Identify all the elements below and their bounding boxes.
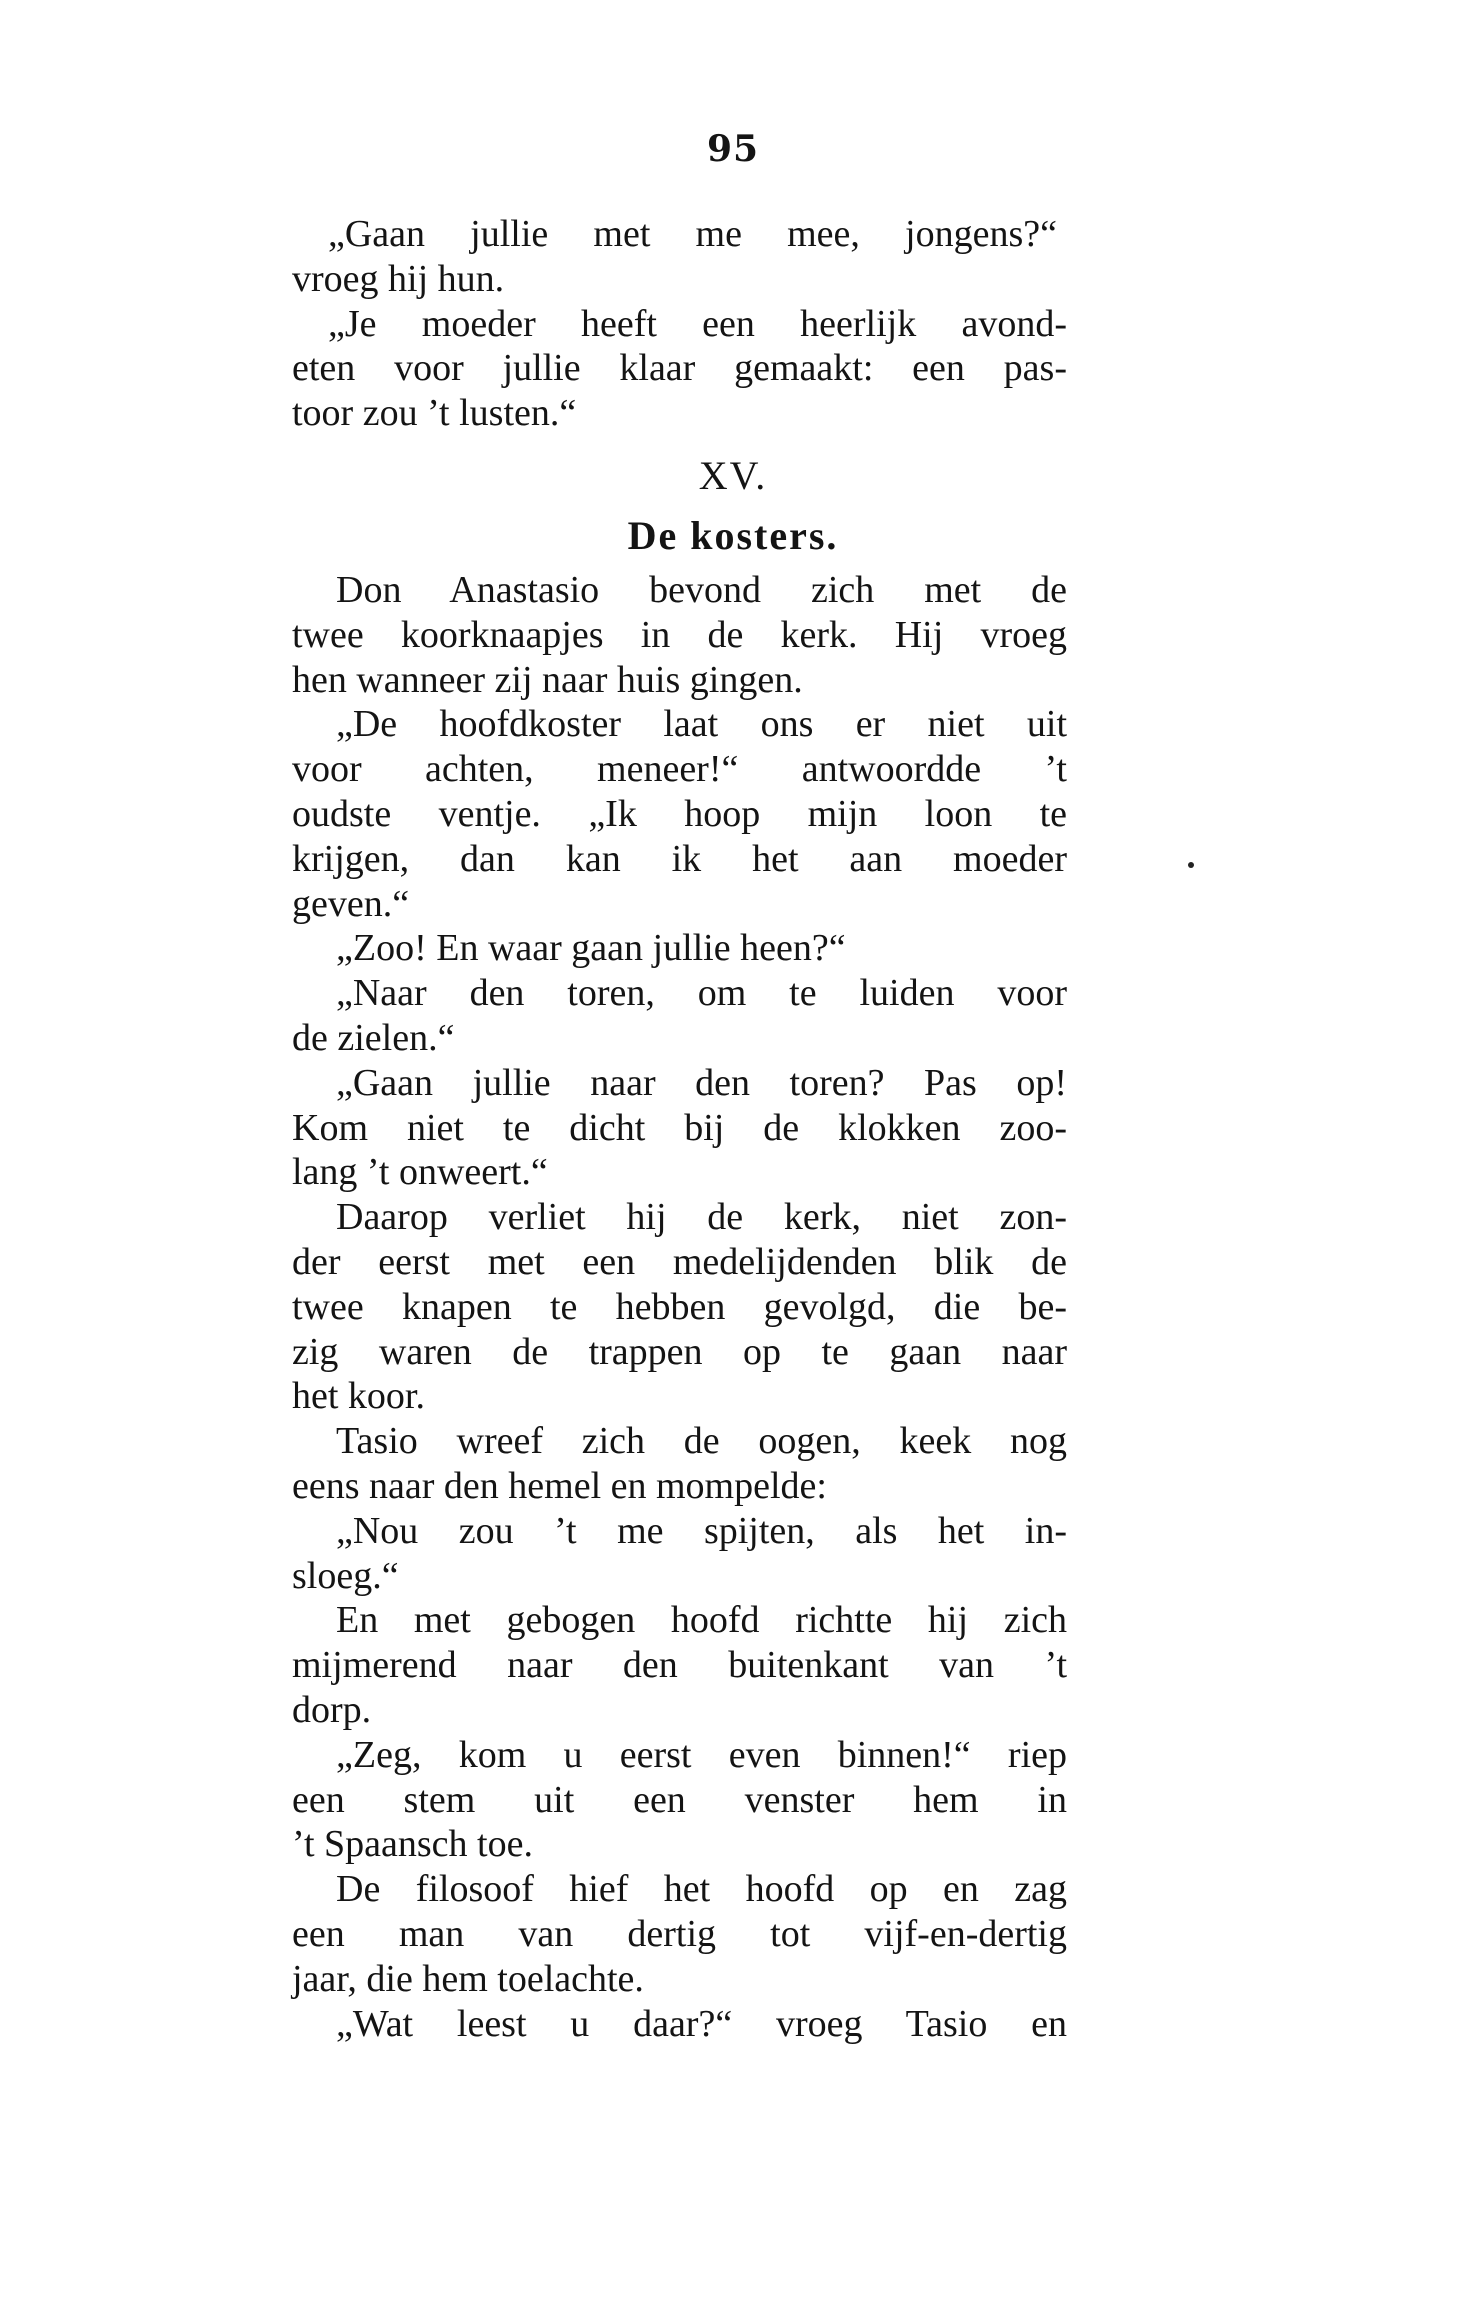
text-line: krijgen, dan kan ik het aan moeder <box>292 837 1067 880</box>
text-line: eens naar den hemel en mompelde: <box>292 1464 827 1507</box>
text-line: oudste ventje. „Ik hoop mijn loon te <box>292 792 1067 835</box>
text-line: „Naar den toren, om te luiden voor <box>336 972 1067 1015</box>
text-line: vroeg hij hun. <box>292 257 505 300</box>
text-line: Tasio wreef zich de oogen, keek nog <box>336 1420 1067 1463</box>
text-line: Kom niet te dicht bij de klokken zoo- <box>292 1106 1067 1149</box>
text-line: sloeg.“ <box>292 1554 399 1597</box>
text-line: het koor. <box>292 1375 425 1418</box>
text-line: Don Anastasio bevond zich met de <box>336 569 1067 611</box>
chapter-body <box>292 568 1067 2046</box>
text-line: „Zoo! En waar gaan jullie heen?“ <box>336 927 846 970</box>
text-line: „Je moeder heeft een heerlijk avond- <box>328 302 1067 345</box>
text-line: eten voor jullie klaar gemaakt: een pas- <box>292 347 1067 390</box>
text-line: hen wanneer zij naar huis gingen. <box>292 658 803 701</box>
text-line: geven.“ <box>292 882 410 925</box>
text-line: twee knapen te hebben gevolgd, die be- <box>292 1285 1067 1328</box>
text-line: een man van dertig tot vijf-en-dertig <box>292 1912 1067 1955</box>
page-number: 95 <box>706 128 760 170</box>
text-line: „Wat leest u daar?“ vroeg Tasio en <box>336 2002 1067 2045</box>
text-line: „Gaan jullie naar den toren? Pas op! <box>336 1061 1067 1104</box>
text-line: „Gaan jullie met me mee, jongens?“ <box>328 213 1057 255</box>
text-line: der eerst met een medelijdenden blik de <box>292 1240 1067 1283</box>
text-line: twee koorknaapjes in de kerk. Hij vroeg <box>292 613 1067 656</box>
chapter-number: XV. <box>698 453 768 498</box>
text-line: de zielen.“ <box>292 1016 455 1059</box>
text-line: dorp. <box>292 1688 372 1731</box>
ink-speck <box>1188 862 1194 868</box>
text-line: voor achten, meneer!“ antwoordde ’t <box>292 748 1067 791</box>
text-line: En met gebogen hoofd richtte hij zich <box>336 1599 1067 1642</box>
text-line: ’t Spaansch toe. <box>292 1823 533 1866</box>
opening-paragraphs <box>292 212 1067 436</box>
text-line: „De hoofdkoster laat ons er niet uit <box>336 703 1067 746</box>
text-line: een stem uit een venster hem in <box>292 1778 1067 1821</box>
text-line: Daarop verliet hij de kerk, niet zon- <box>336 1196 1067 1239</box>
text-line: jaar, die hem toelachte. <box>292 1957 644 2000</box>
text-line: „Zeg, kom u eerst even binnen!“ riep <box>336 1733 1067 1776</box>
text-line: mijmerend naar den buitenkant van ’t <box>292 1644 1067 1687</box>
text-line: zig waren de trappen op te gaan naar <box>292 1330 1067 1373</box>
text-line: lang ’t onweert.“ <box>292 1151 548 1194</box>
text-line: „Nou zou ’t me spijten, als het in- <box>336 1509 1067 1552</box>
text-line: De filosoof hief het hoofd op en zag <box>336 1868 1067 1911</box>
chapter-title: De kosters. <box>627 513 839 558</box>
text-line: toor zou ’t lusten.“ <box>292 392 577 435</box>
